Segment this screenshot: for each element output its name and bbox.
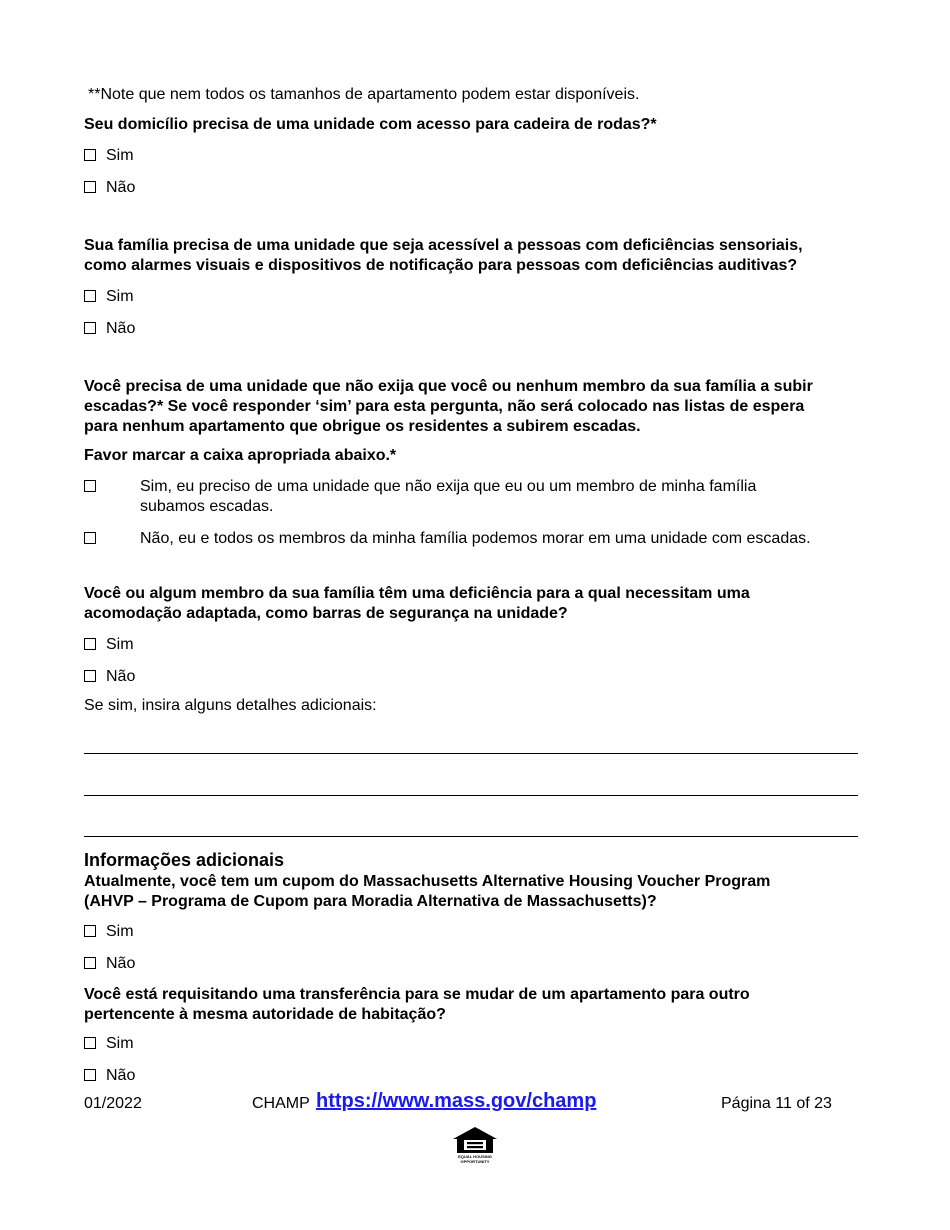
section-title: Informações adicionais [84, 850, 285, 870]
q6-option-yes[interactable] [84, 1034, 134, 1054]
q5-option-yes[interactable] [84, 922, 134, 942]
checkbox[interactable] [84, 1037, 96, 1049]
checkbox[interactable] [84, 322, 96, 334]
q4-option-no[interactable] [84, 667, 135, 687]
checkbox[interactable] [84, 181, 96, 193]
question-stairs [84, 377, 874, 437]
footer-date: 01/2022 [84, 1095, 142, 1112]
checkbox[interactable] [84, 925, 96, 937]
option-label: Sim [106, 636, 134, 653]
question-line: acomodação adaptada, como barras de segurança na unidade? [84, 605, 568, 622]
checkbox[interactable] [84, 670, 96, 682]
option-label: Sim [106, 147, 134, 164]
availability-note: **Note que nem todos os tamanhos de apartamento podem estar disponíveis. [88, 86, 640, 103]
question-line: Sua família precisa de uma unidade que seja acessível a pessoas com deficiências sensoriais, [84, 237, 803, 254]
option-label: Sim [106, 288, 134, 305]
q2-option-yes[interactable] [84, 287, 134, 307]
question-ahvp [84, 872, 874, 912]
option-label: Não [106, 320, 136, 337]
footer-program: CHAMP [252, 1095, 310, 1112]
details-line-3[interactable] [84, 836, 858, 837]
option-label: Não [106, 955, 136, 972]
question-line: pertencente à mesma autoridade de habitação? [84, 1006, 446, 1023]
option-label: Não, eu e todos os membros da minha família podemos morar em uma unidade com escadas. [140, 530, 811, 547]
option-label: Sim [106, 1035, 134, 1052]
question-transfer [84, 985, 874, 1025]
q4-option-yes[interactable] [84, 635, 134, 655]
footer-page-number: Página 11 of 23 [721, 1095, 832, 1112]
option-line: Sim, eu preciso de uma unidade que não exija que eu ou um membro de minha família [140, 478, 757, 495]
checkbox[interactable] [84, 638, 96, 650]
option-label: Não [106, 668, 136, 685]
question-sensory [84, 236, 874, 276]
q6-option-no[interactable] [84, 1066, 135, 1086]
question-wheelchair: Seu domicílio precisa de uma unidade com acesso para cadeira de rodas?* [84, 116, 657, 133]
question-line: Você está requisitando uma transferência para se mudar de um apartamento para outro [84, 986, 750, 1003]
option-label: Não [106, 179, 136, 196]
logo-text-1: EQUAL HOUSING [458, 1154, 492, 1159]
question-accommodation [84, 584, 874, 624]
q1-option-yes[interactable] [84, 146, 134, 166]
checkbox[interactable] [84, 480, 96, 492]
option-line: subamos escadas. [140, 498, 274, 515]
option-label: Sim [106, 923, 134, 940]
checkbox[interactable] [84, 290, 96, 302]
question-line: para nenhum apartamento que obrigue os residentes a subirem escadas. [84, 418, 641, 435]
checkbox[interactable] [84, 149, 96, 161]
details-prompt: Se sim, insira alguns detalhes adicionais: [84, 697, 377, 714]
question-line: escadas?* Se você responder ‘sim’ para esta pergunta, não será colocado nas listas de espera [84, 398, 805, 415]
footer-link[interactable]: https://www.mass.gov/champ [316, 1090, 597, 1112]
stairs-instruction: Favor marcar a caixa apropriada abaixo.* [84, 447, 397, 464]
q1-option-no[interactable] [84, 178, 135, 198]
q2-option-no[interactable] [84, 319, 135, 339]
details-line-2[interactable] [84, 795, 858, 796]
details-line-1[interactable] [84, 753, 858, 754]
question-line: Você precisa de uma unidade que não exija que você ou nenhum membro da sua família a subir [84, 378, 813, 395]
option-label [140, 477, 840, 517]
checkbox[interactable] [84, 957, 96, 969]
question-line: Você ou algum membro da sua família têm uma deficiência para a qual necessitam uma [84, 585, 750, 602]
checkbox[interactable] [84, 532, 96, 544]
option-label: Não [106, 1067, 136, 1084]
logo-text-2: OPPORTUNITY [460, 1159, 490, 1164]
question-line: Atualmente, você tem um cupom do Massachusetts Alternative Housing Voucher Program [84, 873, 771, 890]
q5-option-no[interactable] [84, 954, 135, 974]
q3-option-yes[interactable] [84, 477, 874, 517]
question-line: como alarmes visuais e dispositivos de notificação para pessoas com deficiências auditivas? [84, 257, 798, 274]
question-line: (AHVP – Programa de Cupom para Moradia Alternativa de Massachusetts)? [84, 893, 657, 910]
equal-housing-logo [451, 1125, 499, 1165]
q3-option-no[interactable] [84, 529, 874, 549]
checkbox[interactable] [84, 1069, 96, 1081]
